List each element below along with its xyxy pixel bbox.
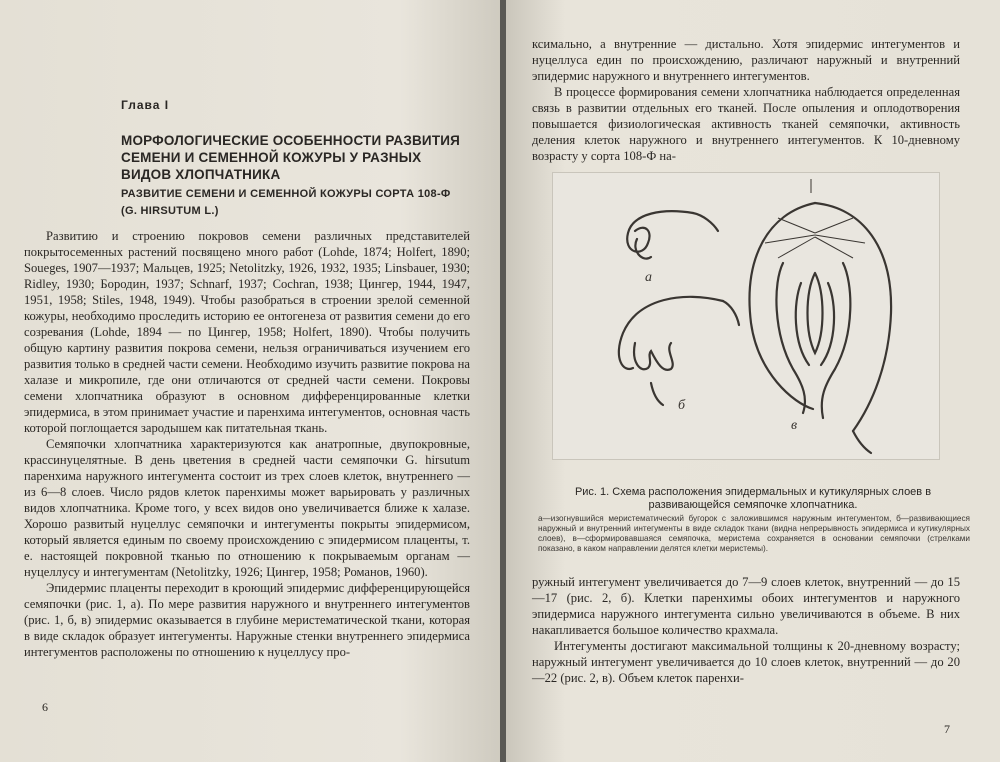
paragraph: ружный интегумент увеличивается до 7—9 слоев клеток, внутренний — до 15—17 (рис. 2, б). Клетки паренхимы обоих интегументов и наружного эпидермиса наружного интегумента сильно увеличиваются в объеме. В них накапливается большое количество крахмала. (532, 575, 960, 637)
left-body-text (24, 228, 470, 660)
page-number-left: 6 (42, 700, 48, 714)
right-bottom-text (532, 574, 960, 686)
page-number-right: 7 (944, 722, 950, 736)
paragraph: Эпидермис плаценты переходит в кроющий эпидермис дифференцирующейся семяпочки (рис. 1, а). По мере развития наружного и внутреннего интегументов (рис. 1, б, в) эпидермис оказывается в глубине меристематической ткани, которая в виде складок образует интегументы. Наружные стенки внутреннего эпидермиса интегументов расположены по отношению к нуцеллусу про- (24, 581, 470, 659)
paragraph: Развитию и строению покровов семени различных представителей покрытосеменных растений посвящено много работ (Lohde, 1874; Holfert, 1890; Soueges, 1907—1937; Мальцев, 1925; Netolitzky, 1926, 1932, 1935; Linsbauer, 1930; Ridley, 1930; Бородин, 1937; Schnarf, 1937; Cochran, 1938; Цингер, 1944, 1947, 1951, 1958; Stiles, 1948, 1949). Чтобы разобраться в строении зрелой семенной кожуры, необходимо проследить историю ее онтогенеза от развития семени до его созревания (Lohde, 1894 — по Цингер, 1958; Holfert, 1890). Чтобы получить общую картину развития покрова семени, нельзя ограничиваться изучением его развития только в средней части семени. Необходимо изучить развитие покрова на халазе и микропиле, где они отличаются от средней части семени. Покровы семени хлопчатника образуют в основном дифференцированные клетки эпидермиса, в этом принимает участие и паренхима интегументов, основная часть которой поглощается зародышем как питательная ткань. (24, 229, 470, 435)
figure-label-b: б (678, 398, 686, 413)
figure-label-v: в (791, 418, 798, 433)
figure-caption: Рис. 1. Схема расположения эпидермальных и кутикулярных слоев в развивающейся семяпочке хлопчатника. (574, 486, 932, 511)
figure-v-outer (750, 203, 815, 409)
ovule-diagram-svg (553, 173, 939, 459)
paragraph: Интегументы достигают максимальной толщины к 20-дневному возрасту; наружный интегумент увеличивается до 10 слоев клеток, внутренний — до 20—22 (рис. 2, в). Объем клеток паренхи- (532, 639, 960, 685)
paragraph: В процессе формирования семени хлопчатника наблюдается определенная связь в развитии отдельных его тканей. После опыления и оплодотворения повышается физиологическая активность тканей семяпочки, активность деления клеток наружного и внутреннего интегументов. К 10-дневному возрасту у сорта 108-Ф на- (532, 85, 960, 163)
figure-ovule-diagram (552, 172, 940, 460)
chapter-label: Глава I (121, 98, 170, 112)
paragraph: Семяпочки хлопчатника характеризуются как анатропные, двупокровные, крассинуцелятные. В день цветения в средней части семяпочки G. hirsutum паренхима наружного интегумента состоит из трех слоев клеток, внутреннего — из 6—8 слоев. Число рядов клеток паренхимы может варьировать у различных видов хлопчатника. Кроме того, у всех видов оно увеличивается ближе к халазе. Хорошо развитый нуцеллус семяпочки и интегументы покрыты эпидермисом, который является единым по своему происхождению с эпидермисом плаценты, т. е. настоящей покровной тканью по отношению к покрываемым органам — нуцеллусу и интегументам (Netolitzky, 1926; Цингер, 1958; Романов, 1960). (24, 437, 470, 579)
paragraph: ксимально, а внутренние — дистально. Хотя эпидермис интегументов и нуцеллуса един по происхождению, различают наружный и внутренний эпидермис наружного и внутреннего интегументов. (532, 37, 960, 83)
figure-legend: а—изогнувшийся меристематический бугорок с заложившимся наружным интегументом, б—развивающиеся наружный и внутренний интегументы в виде складок ткани (видна непрерывность эпидермиса и кутикулярных слоев), в—сформировавшаяся семяпочка, меристема сохраняется в основании семяпочки (стрелками показано, в каком направлении делятся клетки меристемы). (538, 514, 970, 553)
figure-label-a: а (645, 270, 652, 285)
section-title: РАЗВИТИЕ СЕМЕНИ И СЕМЕННОЙ КОЖУРЫ СОРТА 108-Ф (G. HIRSUTUM L.) (121, 188, 451, 217)
chapter-title: МОРФОЛОГИЧЕСКИЕ ОСОБЕННОСТИ РАЗВИТИЯ СЕМЕНИ И СЕМЕННОЙ КОЖУРЫ У РАЗНЫХ ВИДОВ ХЛОПЧАТНИКА (121, 133, 461, 182)
figure-a-outline (627, 211, 693, 252)
right-top-text (532, 36, 960, 164)
